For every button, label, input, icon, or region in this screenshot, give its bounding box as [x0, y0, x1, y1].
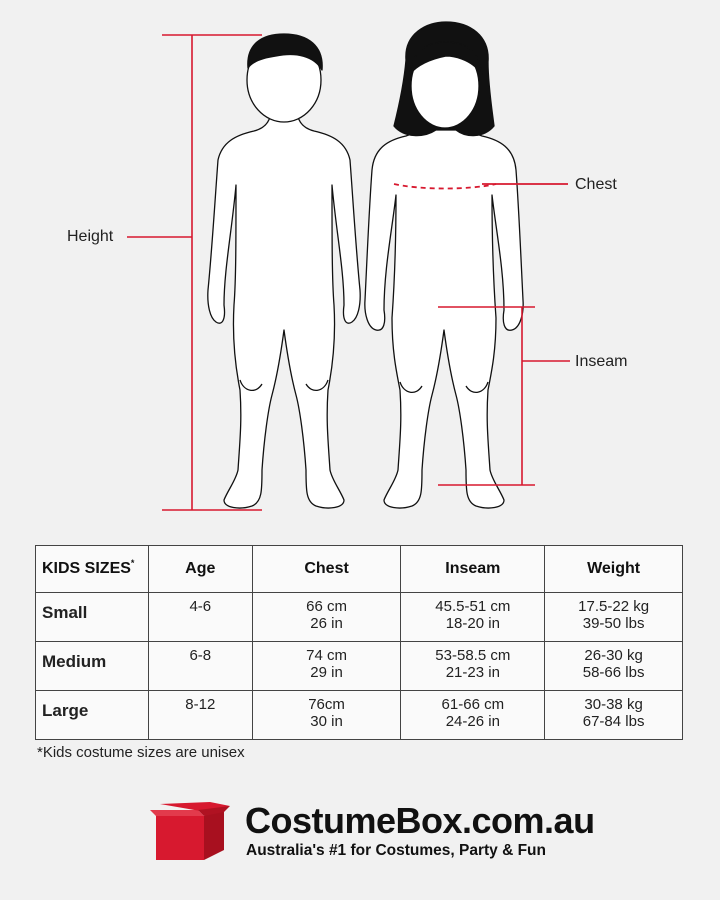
red-box-logo-icon [150, 802, 232, 860]
weight-cell: 30-38 kg 67-84 lbs [545, 691, 683, 740]
header-weight: Weight [545, 546, 683, 593]
inseam-cell: 45.5-51 cm 18-20 in [401, 593, 545, 642]
chest-cell: 66 cm 26 in [252, 593, 401, 642]
age-cell: 8-12 [148, 691, 252, 740]
age-cell: 4-6 [148, 593, 252, 642]
brand-block [150, 800, 610, 866]
size-chart-table [35, 545, 683, 740]
table-header-row [36, 546, 683, 593]
header-chest: Chest [252, 546, 401, 593]
header-kids-sizes: KIDS SIZES* [36, 546, 149, 593]
weight-cell: 17.5-22 kg 39-50 lbs [545, 593, 683, 642]
header-inseam: Inseam [401, 546, 545, 593]
brand-tagline: Australia's #1 for Costumes, Party & Fun [246, 842, 546, 859]
girl-figure [365, 22, 523, 508]
unisex-footnote: *Kids costume sizes are unisex [37, 744, 245, 761]
inseam-cell: 53-58.5 cm 21-23 in [401, 642, 545, 691]
brand-name: CostumeBox.com.au [245, 800, 595, 841]
inseam-cell: 61-66 cm 24-26 in [401, 691, 545, 740]
chest-cell: 76cm 30 in [252, 691, 401, 740]
table-row [36, 691, 683, 740]
inseam-label: Inseam [575, 353, 628, 370]
size-cell: Medium [36, 642, 149, 691]
weight-cell: 26-30 kg 58-66 lbs [545, 642, 683, 691]
table-row [36, 642, 683, 691]
size-cell: Large [36, 691, 149, 740]
header-age: Age [148, 546, 252, 593]
boy-figure [208, 34, 360, 508]
chest-label: Chest [575, 176, 617, 193]
age-cell: 6-8 [148, 642, 252, 691]
size-cell: Small [36, 593, 149, 642]
table-row [36, 593, 683, 642]
height-label: Height [67, 228, 114, 245]
chest-cell: 74 cm 29 in [252, 642, 401, 691]
